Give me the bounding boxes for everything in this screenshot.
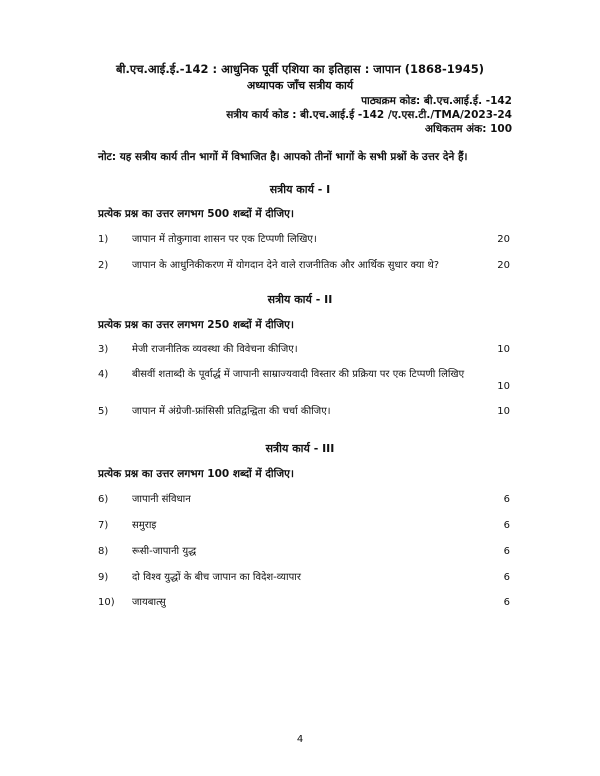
question-text: जापानी संविधान [132,494,191,505]
question-number: 9) [98,572,109,583]
question-marks: 10 [497,381,510,392]
question-marks: 20 [497,234,510,245]
section-title-2: सत्रीय कार्य - II [267,293,333,306]
question-text: बीसवीं शताब्दी के पूर्वार्द्ध में जापानी साम्राज्यवादी विस्तार की प्रक्रिया पर एक टिप्पणी लिखिए [132,369,465,380]
question-number: 6) [98,494,109,505]
question-marks: 6 [503,597,510,608]
section-title-1: सत्रीय कार्य - I [269,183,331,196]
question-number: 5) [98,406,109,417]
section-title-3: सत्रीय कार्य - III [265,442,335,455]
question-number: 8) [98,546,109,557]
question-marks: 10 [497,406,510,417]
question-text: रूसी-जापानी युद्ध [132,546,197,557]
question-text: जापान में तोकुगावा शासन पर एक टिप्पणी लिखिए। [132,234,317,245]
section-instruction-3: प्रत्येक प्रश्न का उत्तर लगभग 100 शब्दों में दीजिए। [98,468,294,480]
question-number: 1) [98,234,109,245]
question-text: जापान में अंग्रेजी-फ्रांसिसी प्रतिद्वन्द्विता की चर्चा कीजिए। [132,406,331,417]
question-marks: 6 [503,572,510,583]
question-text: जायबात्सु [132,597,166,608]
instructions-note: नोट: यह सत्रीय कार्य तीन भागों में विभाजित है। आपको तीनों भागों के सभी प्रश्नों के उत्तर देने हैं। [98,151,468,163]
page-number: 4 [296,734,304,745]
question-number: 3) [98,344,109,355]
question-number: 2) [98,260,109,271]
question-text: जापान के आधुनिकीकरण में योगदान देने वाले राजनीतिक और आर्थिक सुधार क्या थे? [132,260,440,271]
question-number: 7) [98,520,109,531]
question-number: 10) [98,597,115,608]
question-marks: 20 [497,260,510,271]
section-instruction-1: प्रत्येक प्रश्न का उत्तर लगभग 500 शब्दों में दीजिए। [98,208,294,220]
question-marks: 6 [503,520,510,531]
assignment-type: अध्यापक जाँच सत्रीय कार्य [246,79,354,92]
course-code: पाठ्यक्रम कोड: बी.एच.आई.ई. -142 [361,95,512,107]
question-text: मेजी राजनीतिक व्यवस्था की विवेचना कीजिए। [132,344,298,355]
question-text: समुराइ [132,520,157,531]
assignment-code: सत्रीय कार्य कोड : बी.एच.आई.ई -142 /ए.एस.टी./TMA/2023-24 [226,109,512,121]
question-marks: 6 [503,494,510,505]
max-marks: अधिकतम अंक: 100 [424,123,512,135]
question-marks: 6 [503,546,510,557]
question-text: दो विश्व युद्धों के बीच जापान का विदेश-व्यापार [132,572,301,583]
question-marks: 10 [497,344,510,355]
course-title: बी.एच.आई.ई.-142 : आधुनिक पूर्वी एशिया का इतिहास : जापान (1868-1945) [115,62,485,76]
question-number: 4) [98,369,109,380]
section-instruction-2: प्रत्येक प्रश्न का उत्तर लगभग 250 शब्दों में दीजिए। [98,319,294,331]
